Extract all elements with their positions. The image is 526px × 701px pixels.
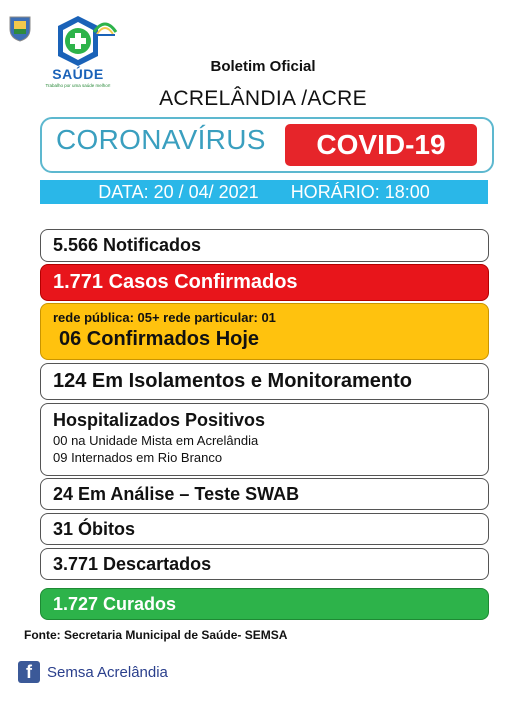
stat-confirmed: 1.771 Casos Confirmados <box>40 264 489 301</box>
saude-logo-text: SAÚDE <box>52 66 104 82</box>
date-bar <box>40 180 488 204</box>
confirmed-today-count: 06 Confirmados Hoje <box>59 328 260 350</box>
hospitalized-local: 00 na Unidade Mista em Acrelândia <box>53 433 259 448</box>
city-title: ACRELÂNDIA /ACRE <box>159 87 367 110</box>
confirmed-today-detail: rede pública: 05+ rede particular: 01 <box>53 310 276 325</box>
stat-analysis: 24 Em Análise – Teste SWAB <box>40 478 489 510</box>
saude-logo-tagline: Trabalho por uma saúde melhor! <box>45 83 111 88</box>
municipal-crest-icon <box>8 14 32 42</box>
stat-cured: 1.727 Curados <box>40 588 489 620</box>
stat-isolation: 124 Em Isolamentos e Monitoramento <box>40 363 489 400</box>
stat-notified: 5.566 Notificados <box>40 229 489 262</box>
date-label: DATA: 20 / 04/ 2021 <box>98 181 259 202</box>
facebook-page-link[interactable]: Semsa Acrelândia <box>47 664 168 681</box>
stat-hospitalized <box>40 403 489 476</box>
time-label: HORÁRIO: 18:00 <box>290 181 430 202</box>
hospitalized-rio-branco: 09 Internados em Rio Branco <box>53 450 223 465</box>
stat-discarded: 3.771 Descartados <box>40 548 489 580</box>
hospitalized-title: Hospitalizados Positivos <box>53 410 266 430</box>
partner-logo-icon <box>92 16 118 38</box>
coronavirus-label: CORONAVÍRUS <box>56 124 266 155</box>
stat-deaths: 31 Óbitos <box>40 513 489 545</box>
bulletin-title: Boletim Oficial <box>210 58 316 75</box>
facebook-icon[interactable]: f <box>18 661 40 683</box>
source-note: Fonte: Secretaria Municipal de Saúde- SEMSA <box>24 628 288 642</box>
covid-badge: COVID-19 <box>285 124 477 166</box>
stat-confirmed-today <box>40 303 489 360</box>
